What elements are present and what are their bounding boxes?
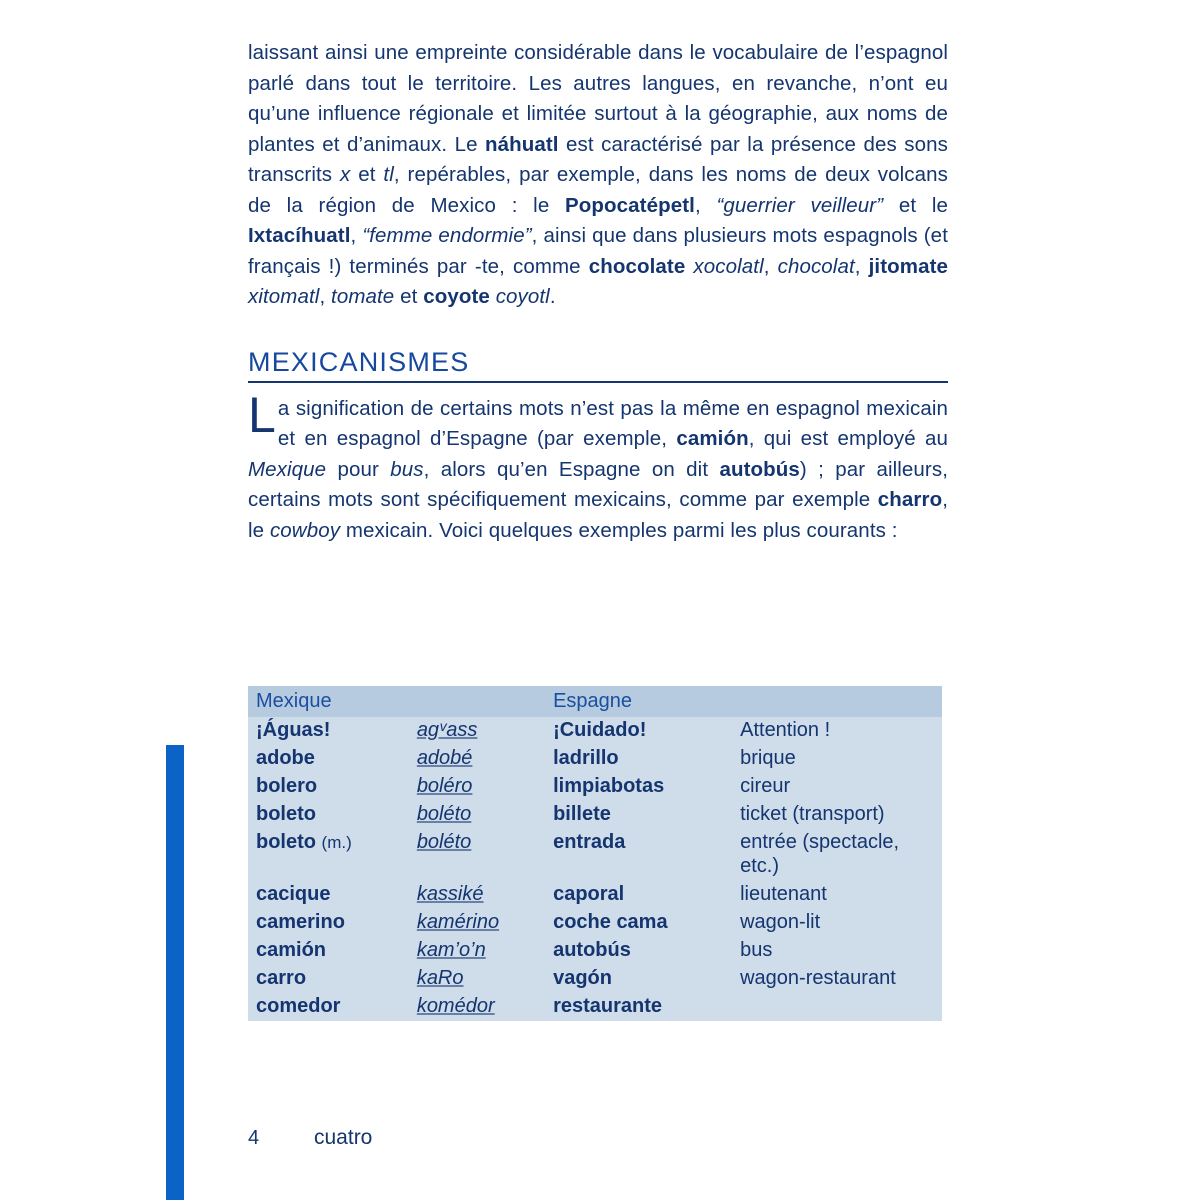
header-pronunciation [409, 686, 545, 717]
glossary-table [248, 686, 942, 1021]
cell-espagne: restaurante [553, 995, 663, 1017]
cell-pronunciation: boléro [416, 775, 473, 797]
cell-espagne: ladrillo [553, 747, 619, 769]
cell-pronunciation: kaRo [416, 967, 464, 989]
cell-french: bus [740, 939, 773, 961]
cell-espagne: caporal [553, 883, 625, 905]
table-row [248, 965, 942, 993]
cell-espagne: entrada [553, 831, 626, 853]
table-row [248, 745, 942, 773]
cell-espagne: ¡Cuidado! [553, 719, 647, 741]
cell-french: brique [740, 747, 796, 769]
cell-mexique: comedor [256, 995, 341, 1017]
cell-pronunciation: adobé [416, 747, 473, 769]
header-french [732, 686, 942, 717]
cell-french: wagon-restaurant [740, 967, 896, 989]
page-footer [248, 1126, 372, 1150]
cell-french: cireur [740, 775, 791, 797]
cell-pronunciation: kassiké [416, 883, 484, 905]
page-content [248, 38, 948, 546]
cell-french: wagon-lit [740, 911, 821, 933]
cell-mexique: adobe [256, 747, 315, 769]
cell-pronunciation: agᵛass [416, 719, 478, 741]
cell-pronunciation: boléto [416, 831, 472, 853]
cell-espagne: vagón [553, 967, 612, 989]
header-espagne: Espagne [545, 686, 732, 717]
cell-french [732, 993, 942, 1021]
paragraph-intro: laissant ainsi une empreinte considérable dans le vocabulaire de l’espagnol parlé dans tout le territoire. Les autres langues, en revanche, n’ont eu qu’une influence régionale et limitée surtout à la géographie, aux noms de plantes et d’animaux. Le náhuatl est caractérisé par la présence des sons transcrits x et tl, repérables, par exemple, dans les noms de deux volcans de la région de Mexico : le Popocatépetl, “guerrier veilleur” et le Ixtacíhuatl, “femme endormie”, ainsi que dans plusieurs mots espagnols (et français !) terminés par -te, comme chocolate xocolatl, chocolat, jitomate xitomatl, tomate et coyote coyotl. [248, 41, 949, 308]
cell-french: lieutenant [740, 883, 827, 905]
table-row [248, 881, 942, 909]
cell-espagne: limpiabotas [553, 775, 665, 797]
glossary-table-body [248, 686, 942, 1021]
table-row [248, 801, 942, 829]
table-row [248, 993, 942, 1021]
cell-mexique: camión [256, 939, 327, 961]
cell-pronunciation: kam’o’n [416, 939, 486, 961]
table-header-row [248, 686, 942, 717]
drop-cap: L [248, 386, 276, 443]
cell-mexique: camerino [256, 911, 345, 933]
page-number: 4 [248, 1127, 260, 1149]
page-number-word: cuatro [314, 1126, 373, 1149]
cell-pronunciation: boléto [416, 803, 472, 825]
cell-french: ticket (transport) [740, 803, 885, 825]
cell-mexique: ¡Águas! [256, 719, 331, 741]
paragraph-mexicanismes-text: a signification de certains mots n’est pas la même en espagnol mexicain et en espagnol d’Espagne (par exemple, camión, qui est employé au Mexique pour bus, alors qu’en Espagne on dit autobús) ; par ailleurs, certains mots sont spécifiquement mexicains, comme par exemple charro, le cowboy mexicain. Voici quelques exemples parmi les plus courants : [248, 396, 948, 542]
cell-french: entrée (spectacle, etc.) [740, 831, 900, 877]
cell-mexique: cacique [256, 883, 331, 905]
cell-espagne: coche cama [553, 911, 668, 933]
page-spine-bar [166, 745, 184, 1200]
table-row [248, 937, 942, 965]
section-heading: MEXICANISMES [248, 347, 948, 383]
cell-mexique: boleto (m.) [256, 831, 352, 853]
table-row [248, 829, 942, 881]
cell-pronunciation: komédor [416, 995, 495, 1017]
cell-mexique: boleto [256, 803, 316, 825]
cell-espagne: billete [553, 803, 611, 825]
table-row [248, 773, 942, 801]
paragraph-mexicanismes [248, 386, 948, 547]
cell-espagne: autobús [553, 939, 631, 961]
cell-french: Attention ! [740, 719, 831, 741]
cell-pronunciation: kamérino [416, 911, 500, 933]
table-row [248, 909, 942, 937]
table-row [248, 717, 942, 745]
cell-mexique: carro [256, 967, 307, 989]
header-mexique: Mexique [248, 686, 409, 717]
cell-mexique: bolero [256, 775, 318, 797]
